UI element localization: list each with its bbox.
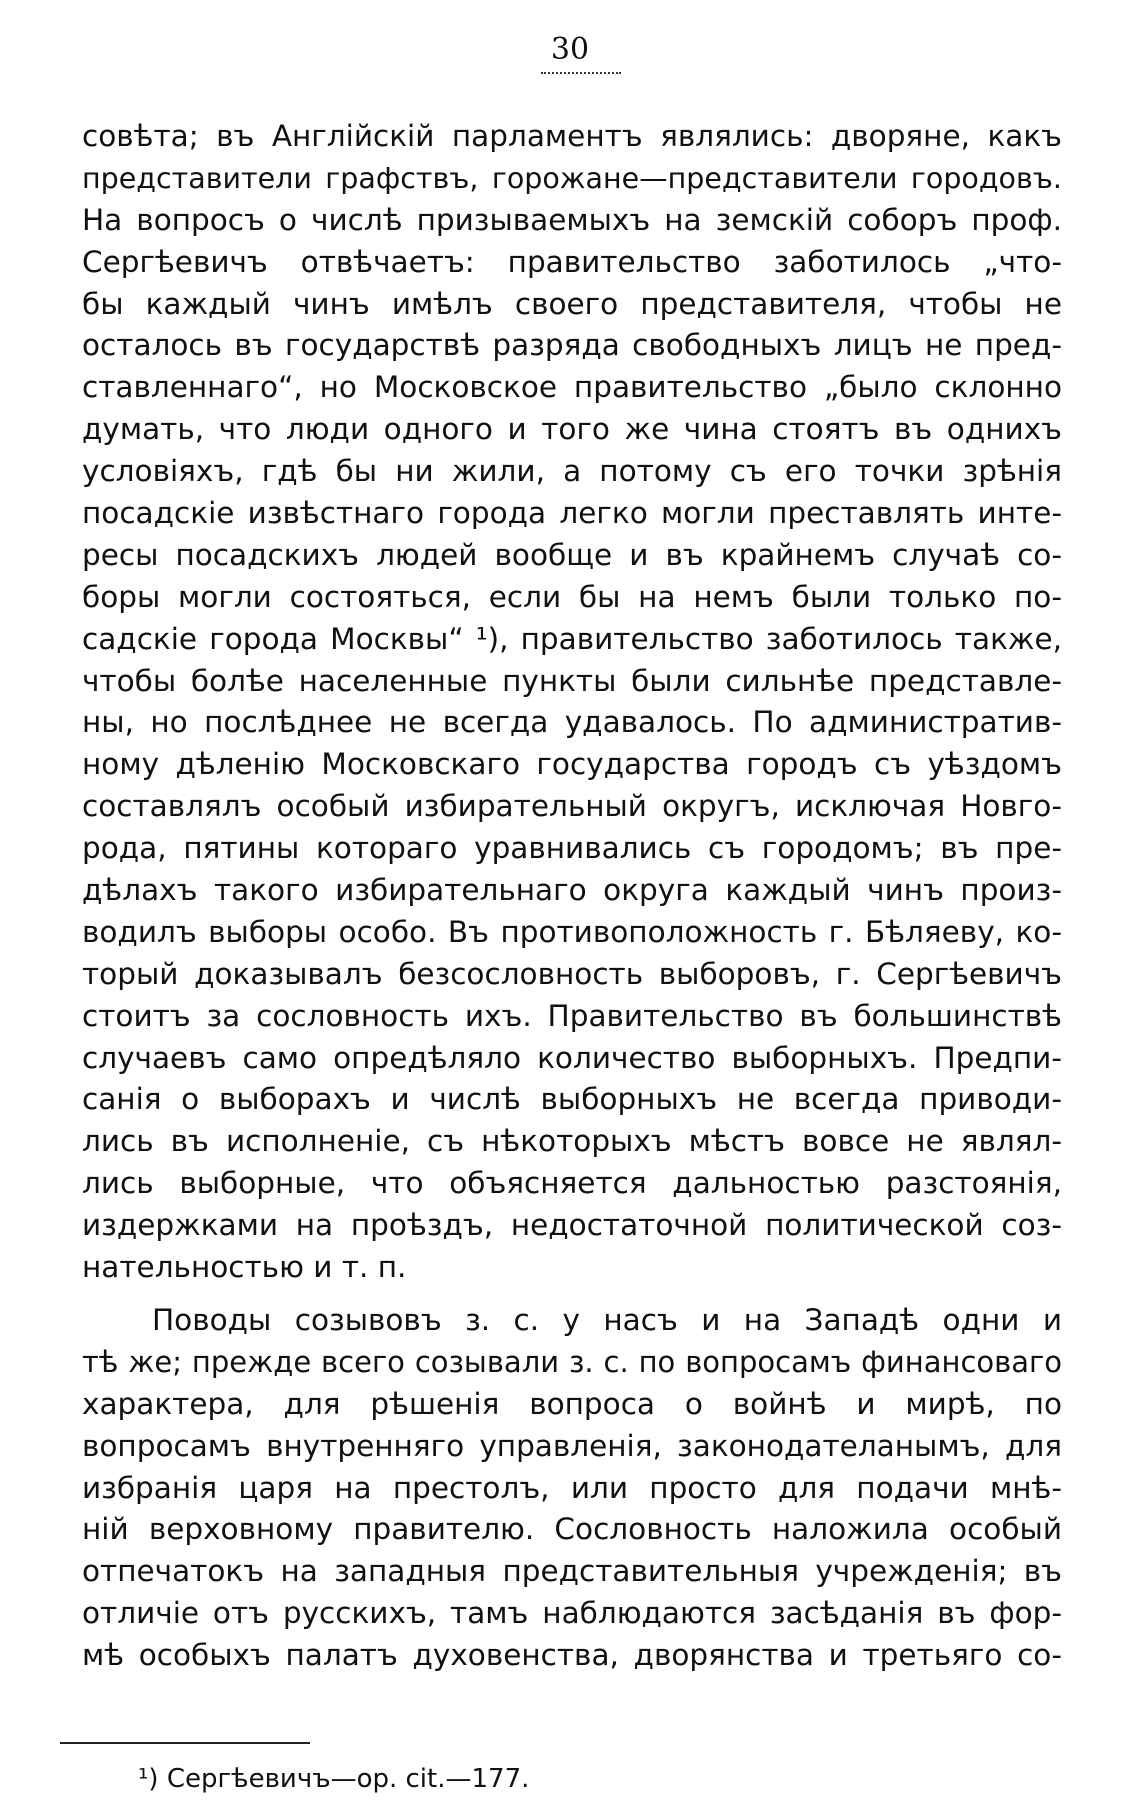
- text-line: чтобы болѣе населенные пункты были сильнѣе представле-: [82, 663, 1062, 698]
- text-line: посадскіе извѣстнаго города легко могли преставлять инте-: [82, 496, 1062, 531]
- text-line: ній верховному правителю. Сословность наложила особый: [82, 1512, 1062, 1547]
- body-text: [82, 116, 1062, 1677]
- text-line: лись выборные, что объясняется дальностью разстоянія,: [82, 1166, 1062, 1201]
- page-number: 30: [550, 32, 590, 67]
- text-line: издержками на проѣздъ, недостаточной политической соз-: [82, 1208, 1062, 1243]
- text-line: совѣта; въ Англійскій парламентъ являлись: дворяне, какъ: [82, 119, 1062, 153]
- text-line: водилъ выборы особо. Въ противоположность г. Бѣляеву, ко-: [82, 914, 1062, 949]
- text-line: санія о выборахъ и числѣ выборныхъ не всегда приводи-: [82, 1082, 1062, 1117]
- text-line: мѣ особыхъ палатъ духовенства, дворянства и третьяго со-: [82, 1638, 1062, 1673]
- paragraph-first-line: Поводы созывовъ з. с. у насъ и на Западѣ одни и: [152, 1302, 1062, 1337]
- footnote: ¹) Сергѣевичъ—op. cit.—177.: [138, 1764, 530, 1794]
- text-line: тѣ же; прежде всего созывали з. с. по вопросамъ финансоваго: [82, 1344, 1062, 1379]
- text-line: лись въ исполненіе, съ нѣкоторыхъ мѣстъ вовсе не являл-: [82, 1124, 1062, 1159]
- text-line: дѣлахъ такого избирательнаго округа каждый чинъ произ-: [82, 873, 1062, 908]
- text-line: садскіе города Москвы“ ¹), правительство заботилось также,: [82, 621, 1062, 656]
- text-line: бы каждый чинъ имѣлъ своего представителя, чтобы не: [82, 286, 1062, 321]
- paragraph-last-line: нательностью и т. п.: [82, 1250, 407, 1285]
- text-line: составлялъ особый избирательный округъ, исключая Новго-: [82, 789, 1062, 824]
- page-number-rule: [541, 72, 621, 74]
- text-line: вопросамъ внутренняго управленія, законодателанымъ, для: [82, 1428, 1062, 1463]
- text-line: представители графствъ, горожане—представители городовъ.: [82, 161, 1062, 195]
- text-line: ны, но послѣднее не всегда удавалось. По административ-: [82, 705, 1062, 740]
- text-line: характера, для рѣшенія вопроса о войнѣ и мирѣ, по: [82, 1386, 1062, 1421]
- text-line: На вопросъ о числѣ призываемыхъ на земскій соборъ проф.: [82, 202, 1062, 237]
- text-line: Сергѣевичъ отвѣчаетъ: правительство заботилось „что-: [82, 244, 1062, 279]
- text-line: отпечатокъ на западныя представительныя учрежденія; въ: [82, 1554, 1062, 1589]
- text-line: торый доказывалъ безсословность выборовъ, г. Сергѣевичъ: [82, 956, 1062, 991]
- text-line: боры могли состояться, если бы на немъ были только по-: [82, 579, 1062, 614]
- text-line: ному дѣленію Московскаго государства городъ съ уѣздомъ: [82, 747, 1062, 782]
- text-line: отличіе отъ русскихъ, тамъ наблюдаются засѣданія въ фор-: [82, 1596, 1062, 1631]
- text-line: думать, что люди одного и того же чина стоятъ въ однихъ: [82, 412, 1062, 447]
- text-line: избранія царя на престолъ, или просто для подачи мнѣ-: [82, 1470, 1062, 1505]
- text-line: рода, пятины котораго уравнивались съ городомъ; въ пре-: [82, 831, 1062, 866]
- text-line: стоитъ за сословность ихъ. Правительство въ большинствѣ: [82, 998, 1062, 1033]
- text-line: ставленнаго“, но Московское правительство „было склонно: [82, 370, 1062, 405]
- text-line: осталось въ государствѣ разряда свободныхъ лицъ не пред-: [82, 328, 1062, 363]
- footnote-divider: [60, 1742, 310, 1744]
- text-line: условіяхъ, гдѣ бы ни жили, а потому съ его точки зрѣнія: [82, 454, 1062, 489]
- text-line: случаевъ само опредѣляло количество выборныхъ. Предпи-: [82, 1040, 1062, 1075]
- text-line: ресы посадскихъ людей вообще и въ крайнемъ случаѣ со-: [82, 537, 1062, 572]
